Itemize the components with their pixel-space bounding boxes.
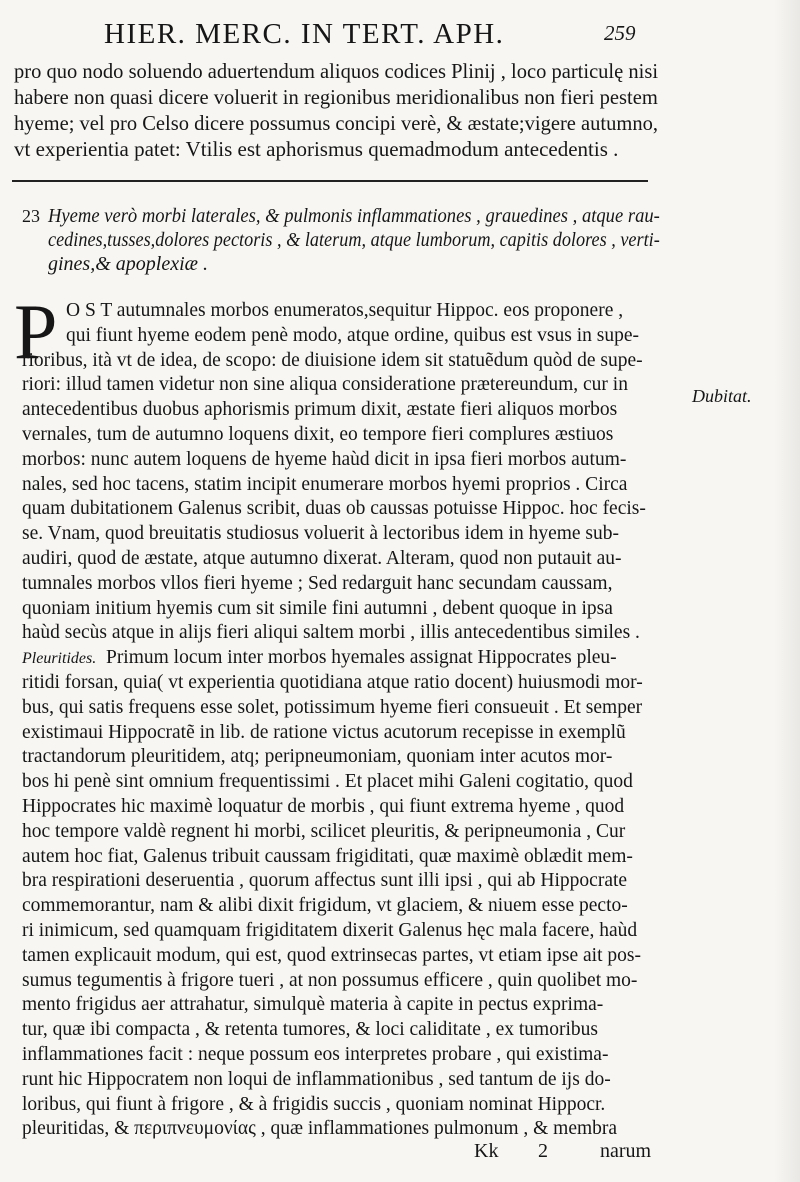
catchword: narum <box>600 1140 652 1162</box>
text-line: qui fiunt hyeme eodem penè modo, atque ordine, quibus est vsus in supe- <box>66 324 639 346</box>
text-line: mento frigidus aer attrahatur, simulquè materia à capite in pectus exprima- <box>22 994 604 1016</box>
page-number: 259 <box>604 21 636 45</box>
text-line: hyeme; vel pro Celso dicere possumus concipi verè, & æstate;vigere autumno, <box>14 111 658 135</box>
text-line: antecedentibus duobus aphorismis primum dixit, æstate fieri aliquos morbos <box>22 399 618 421</box>
text-line: ritidi forsan, quia( vt experientia quotidiana atque ratio docent) huiusmodi mor- <box>22 672 643 693</box>
text-line: O S T autumnales morbos enumeratos,sequitur Hippoc. eos proponere , <box>66 300 624 321</box>
text-line: ri inimicum, sed quamquam frigiditatem dixerit Galenus hęc mala facere, haùd <box>22 920 638 941</box>
text-line: quam dubitationem Galenus scribit, duas ob caussas potuisse Hippoc. hoc fecis- <box>22 498 646 520</box>
running-title: HIER. MERC. IN TERT. APH. <box>104 18 505 50</box>
text-line: bus, qui satis frequens esse solet, potissimum hyeme fieri consueuit . Et semper <box>22 696 643 718</box>
text-line: morbos: nunc autem loquens de hyeme haùd dicit in ipsa fieri morbos autum- <box>22 448 627 470</box>
text-line: bra respirationi deseruentia , quorum affectus sunt illi ipsi , qui ab Hippocrate <box>22 870 628 892</box>
text-line: vt experientia patet: Vtilis est aphorismus quemadmodum antecedentis . <box>14 137 619 161</box>
page-header <box>104 14 664 54</box>
text-line: loribus, qui fiunt à frigore , & à frigidis succis , quoniam nominat Hippocr. <box>22 1093 606 1115</box>
text-line: habere non quasi dicere voluerit in regionibus meridionalibus non fieri pestem <box>14 85 658 109</box>
text-line: existimaui Hippocratẽ in lib. de ratione victus acutorum recepisse in exemplũ <box>22 721 626 743</box>
text-line: se. Vnam, quod breuitatis studiosus voluerit à lectoribus idem in hyeme sub- <box>22 523 620 545</box>
text-line: vernales, tum de autumno loquens dixit, eo tempore fieri complures æstiuos <box>22 424 614 445</box>
text-line: tamen explicauit modum, qui est, quod extrinsecas partes, vt etiam ipse ait pos- <box>22 944 641 966</box>
drop-cap-initial: P <box>14 288 58 375</box>
text-line: Hippocrates hic maximè loquatur de morbis , qui fiunt extrema hyeme , quod <box>22 796 625 817</box>
text-line-with-inline-note <box>22 645 617 672</box>
signature-number: 2 <box>538 1140 548 1162</box>
text-line: hoc tempore valdè regnent hi morbi, scilicet pleuritis, & peripneumonia , Cur <box>22 820 626 842</box>
text-line: runt hic Hippocratem non loqui de inflammationibus , sed tantum de ijs do- <box>22 1068 611 1090</box>
aphorism-number: 23 <box>22 206 40 226</box>
aphorism-line: Hyeme verò morbi laterales, & pulmonis inflammationes , grauedines , atque rau- <box>48 205 660 227</box>
text-span: Primum locum inter morbos hyemales assignat Hippocrates pleu- <box>105 647 617 669</box>
text-line: autem hoc fiat, Galenus tribuit caussam frigiditati, quæ maximè oblædit mem- <box>22 845 633 867</box>
text-line: riori: illud tamen videtur non sine aliqua consideratione prætereundum, cur in <box>22 374 628 396</box>
page-edge-shadow <box>774 0 800 1182</box>
text-line: audiri, quod de æstate, atque autumno dixerat. Alteram, quod non putauit au- <box>22 548 622 569</box>
text-line: pro quo nodo soluendo aduertendum aliquos codices Plinij , loco particulę nisi <box>14 59 659 83</box>
inline-note-pleuritides: Pleuritides. <box>22 650 97 668</box>
text-line: pleuritidas, & περιπνευμονίας , quæ inflammationes pulmonum , & membra <box>22 1118 618 1140</box>
text-line: commemorantur, nam & alibi dixit frigidum, vt glaciem, & niuem esse pecto- <box>22 895 628 917</box>
aphorism-line: gines,& apoplexiæ . <box>48 253 208 275</box>
text-line: bos hi penè sint omnium frequentissimi . Et placet mihi Galeni cogitatio, quod <box>22 771 633 793</box>
text-line: quoniam initium hyemis cum sit simile fini autumni , debent quoque in ipsa <box>22 597 613 619</box>
margin-note-dubitat: Dubitat. <box>692 386 752 406</box>
text-line: inflammationes facit : neque possum eos interpretes probare , qui existima- <box>22 1044 609 1065</box>
section-divider <box>12 180 648 182</box>
text-line: rioribus, ità vt de idea, de scopo: de diuisione idem sit statuẽdum quòd de supe- <box>22 349 643 371</box>
text-line: tumnales morbos vllos fieri hyeme ; Sed redarguit hanc secundam caussam, <box>22 572 613 594</box>
signature-mark: Kk <box>474 1140 499 1162</box>
text-line: tur, quæ ibi compacta , & retenta tumores, & loci caliditate , ex tumoribus <box>22 1019 598 1041</box>
aphorism-line: cedines,tusses,dolores pectoris , & laterum, atque lumborum, capitis dolores , verti- <box>48 229 660 251</box>
text-line: tractandorum pleuritidem, atq; peripneumoniam, quoniam inter acutos mor- <box>22 746 613 768</box>
text-line: nales, sed hoc tacens, statim incipit enumerare morbos hyemi proprios . Circa <box>22 473 628 495</box>
text-line: sumus tegumentis à frigore tueri , at non possumus efficere , quin quolibet mo- <box>22 969 638 991</box>
text-line: haùd secùs atque in alijs fieri aliqui saltem morbi , illis antecedentibus similes . <box>22 622 640 644</box>
